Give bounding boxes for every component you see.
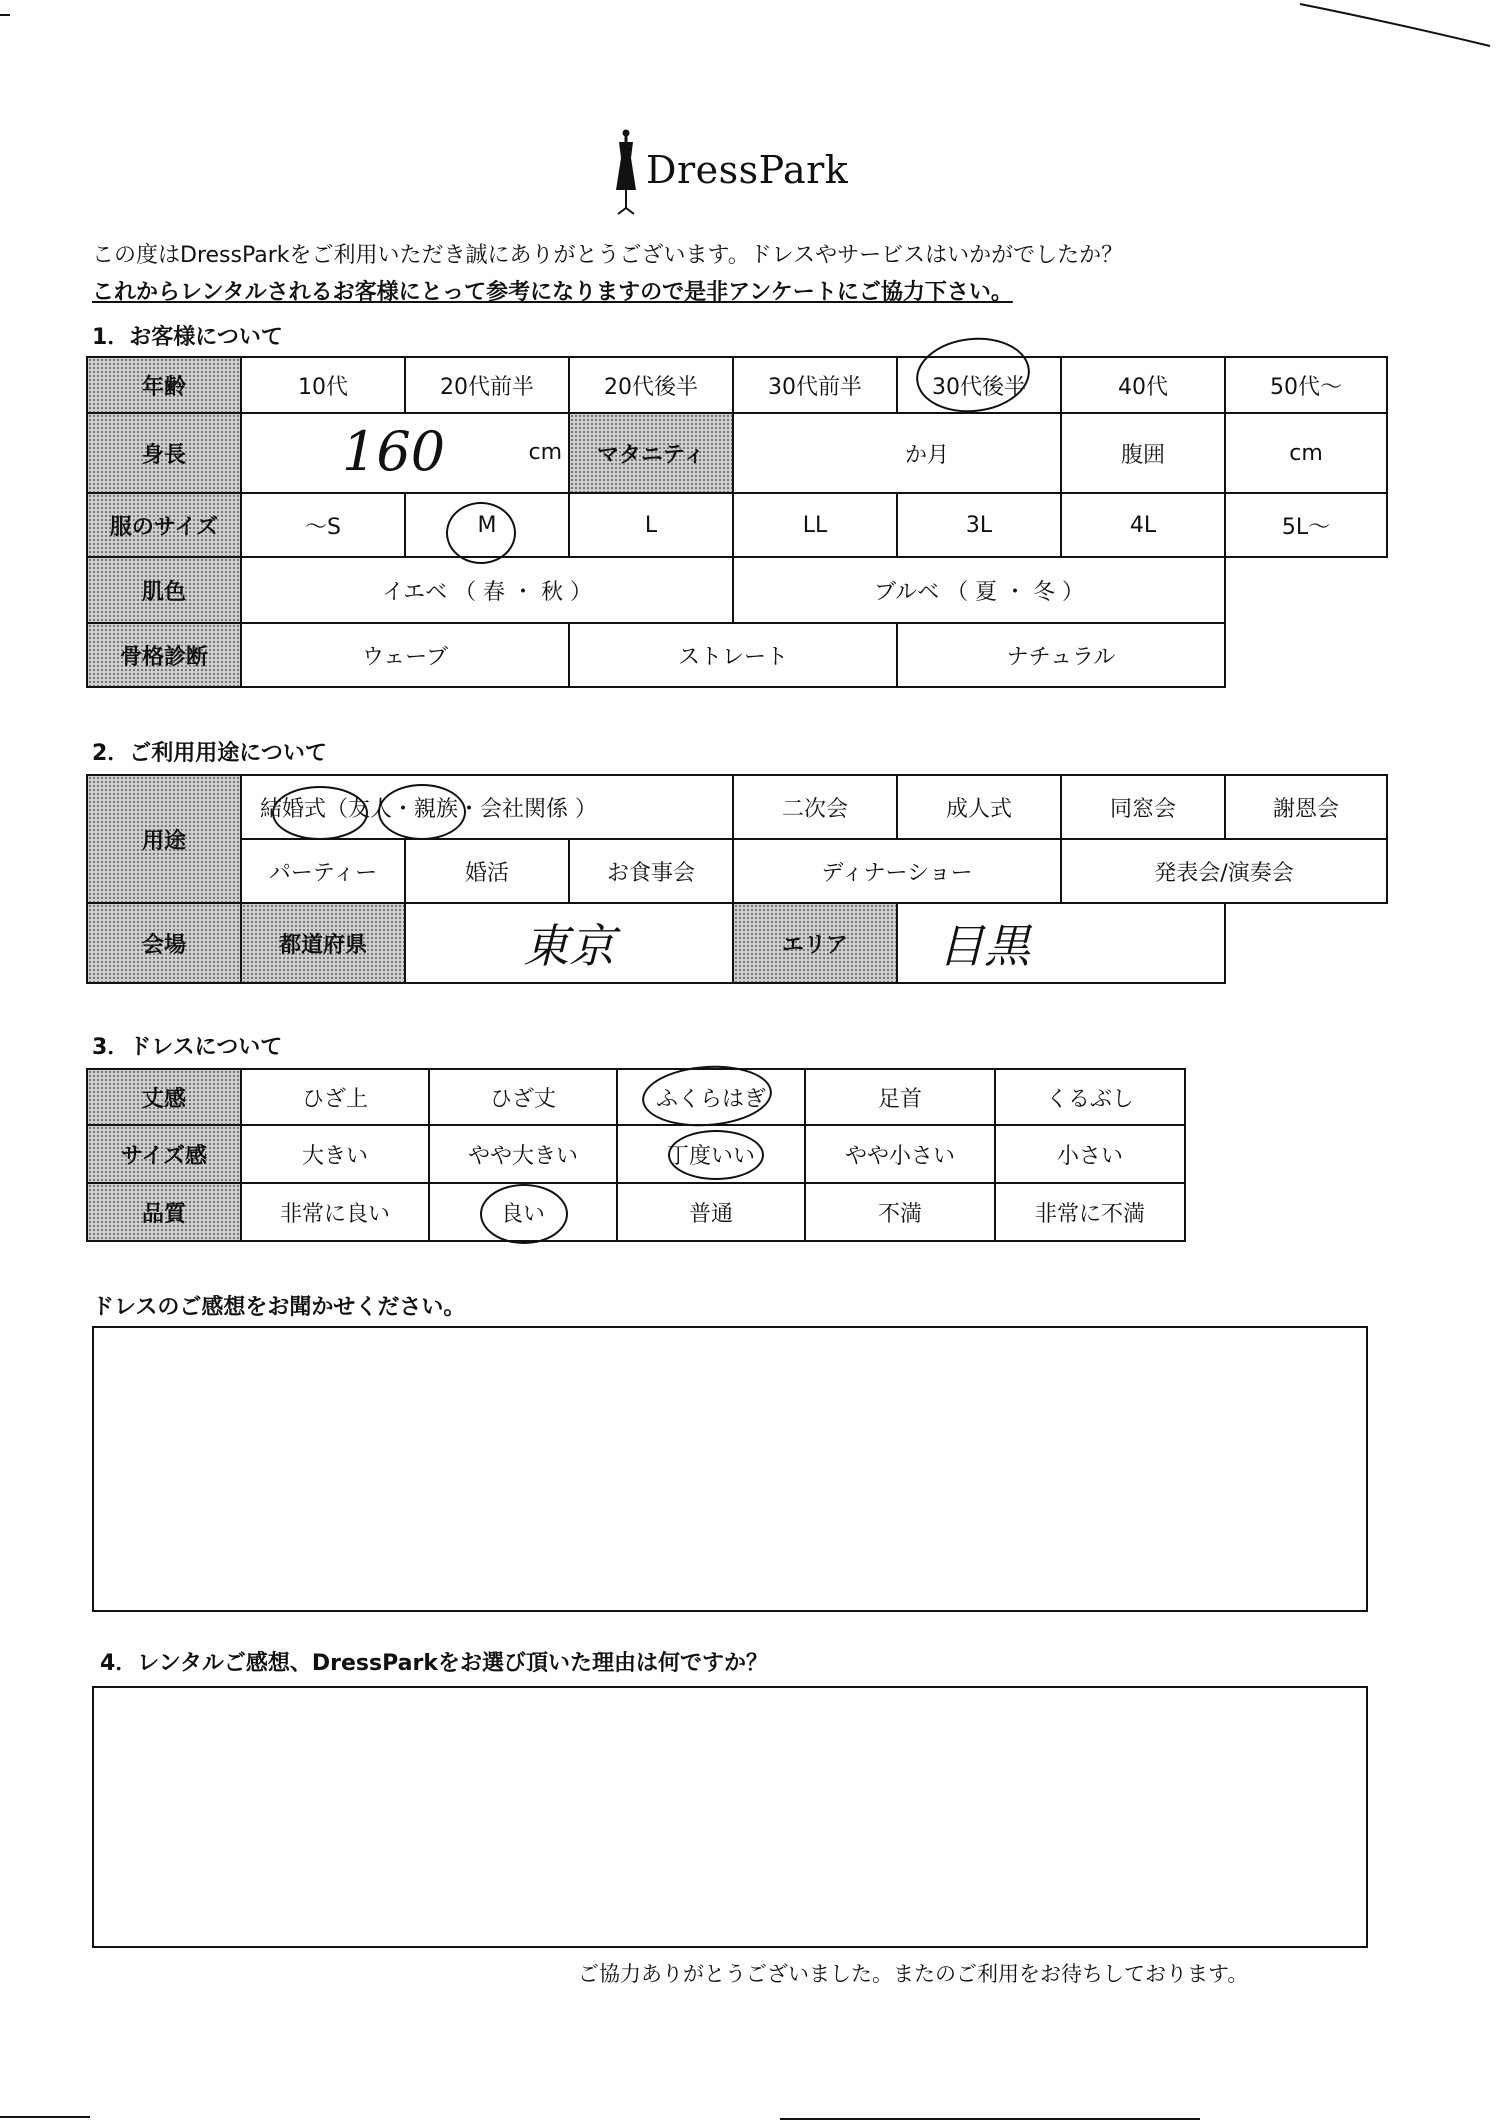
- area-handwritten-value: 目黒: [938, 919, 1030, 973]
- purpose-option[interactable]: 二次会: [733, 775, 897, 839]
- quality-option-selected[interactable]: 良い: [429, 1183, 617, 1241]
- purpose-label: 用途: [87, 775, 241, 903]
- area-field[interactable]: [897, 903, 1225, 983]
- quality-row: [87, 1183, 1185, 1241]
- age-label: 年齢: [87, 357, 241, 413]
- intro-text: この度はDressParkをご利用いただき誠にありがとうございます。ドレスやサービスはいかがでしたか？: [92, 243, 1124, 268]
- maternity-months-field[interactable]: [733, 413, 1061, 493]
- dresspark-logo: [612, 128, 849, 218]
- scan-edge-curve: [1290, 0, 1500, 60]
- size-option[interactable]: ～S: [241, 493, 405, 557]
- logo-text: DressPark: [646, 148, 849, 192]
- scan-mark-bottom: [780, 2118, 1200, 2120]
- length-option-selected[interactable]: ふくらはぎ: [617, 1069, 805, 1125]
- size-option[interactable]: 5L～: [1225, 493, 1387, 557]
- frame-option[interactable]: ナチュラル: [897, 623, 1225, 687]
- quality-label: 品質: [87, 1183, 241, 1241]
- purpose-option[interactable]: 発表会/演奏会: [1061, 839, 1387, 903]
- size-option[interactable]: LL: [733, 493, 897, 557]
- dress-mannequin-icon: [612, 128, 640, 218]
- maternity-label: マタニティ: [569, 413, 733, 493]
- section3-title: 3．ドレスについて: [92, 1035, 283, 1060]
- age-option[interactable]: 40代: [1061, 357, 1225, 413]
- prefecture-field[interactable]: [405, 903, 733, 983]
- skin-label: 肌色: [87, 557, 241, 623]
- frame-option[interactable]: ウェーブ: [241, 623, 569, 687]
- section4-title: 4．レンタルご感想、DressParkをお選び頂いた理由は何ですか？: [100, 1651, 768, 1676]
- length-option[interactable]: ひざ丈: [429, 1069, 617, 1125]
- prefecture-handwritten-value: 東京: [523, 919, 615, 973]
- dress-comment-text: [94, 1328, 1366, 1352]
- section1-title: 1．お客様について: [92, 325, 283, 350]
- venue-row: [87, 903, 1387, 983]
- length-label: 丈感: [87, 1069, 241, 1125]
- frame-option[interactable]: ストレート: [569, 623, 897, 687]
- length-option[interactable]: くるぶし: [995, 1069, 1185, 1125]
- skin-option-blue-base[interactable]: ブルベ （ 夏 ・ 冬 ）: [733, 557, 1225, 623]
- skin-option-yellow-base[interactable]: イエベ （ 春 ・ 秋 ）: [241, 557, 733, 623]
- length-row: [87, 1069, 1185, 1125]
- customer-info-table: [86, 356, 1388, 688]
- age-option[interactable]: 10代: [241, 357, 405, 413]
- rental-reason-text: [94, 1688, 1366, 1712]
- frame-row: [87, 623, 1387, 687]
- dress-comment-prompt: ドレスのご感想をお聞かせください。: [92, 1295, 466, 1320]
- length-option[interactable]: 足首: [805, 1069, 995, 1125]
- size-label: 服のサイズ: [87, 493, 241, 557]
- waist-label: 腹囲: [1061, 413, 1225, 493]
- height-label: 身長: [87, 413, 241, 493]
- size-option[interactable]: 3L: [897, 493, 1061, 557]
- age-option[interactable]: 30代前半: [733, 357, 897, 413]
- height-field[interactable]: [241, 413, 569, 493]
- purpose-option[interactable]: 謝恩会: [1225, 775, 1387, 839]
- age-option[interactable]: 20代後半: [569, 357, 733, 413]
- dress-comment-box[interactable]: [92, 1326, 1368, 1612]
- rental-reason-box[interactable]: [92, 1686, 1368, 1948]
- section2-title: 2．ご利用用途について: [92, 741, 327, 766]
- age-row: [87, 357, 1387, 413]
- selection-circle-quality: [480, 1184, 568, 1244]
- quality-option[interactable]: 非常に不満: [995, 1183, 1185, 1241]
- fit-option[interactable]: 大きい: [241, 1125, 429, 1183]
- purpose-option[interactable]: お食事会: [569, 839, 733, 903]
- prefecture-label: 都道府県: [241, 903, 405, 983]
- area-label: エリア: [733, 903, 897, 983]
- selection-circle-fit: [668, 1130, 764, 1180]
- purpose-option[interactable]: 同窓会: [1061, 775, 1225, 839]
- footer-thanks: ご協力ありがとうございました。またのご利用をお待ちしております。: [578, 1962, 1249, 1986]
- height-row: [87, 413, 1387, 493]
- scan-mark: [0, 14, 10, 16]
- frame-label: 骨格診断: [87, 623, 241, 687]
- purpose-option[interactable]: 成人式: [897, 775, 1061, 839]
- intro-request-text: これからレンタルされるお客様にとって参考になりますので是非アンケートにご協力下さい。: [92, 280, 1013, 305]
- fit-option[interactable]: やや小さい: [805, 1125, 995, 1183]
- purpose-option-wedding[interactable]: 結婚式（友人・親族・会社関係 ）: [241, 775, 733, 839]
- quality-option[interactable]: 不満: [805, 1183, 995, 1241]
- purpose-row-2: [87, 839, 1387, 903]
- empty-cell: [1225, 623, 1387, 687]
- selection-circle-wedding: [272, 786, 368, 840]
- skin-row: [87, 557, 1387, 623]
- purpose-option[interactable]: 婚活: [405, 839, 569, 903]
- dress-table: [86, 1068, 1186, 1242]
- size-row: [87, 493, 1387, 557]
- age-option[interactable]: 20代前半: [405, 357, 569, 413]
- fit-option-selected[interactable]: 丁度いい: [617, 1125, 805, 1183]
- height-unit: cm: [528, 440, 562, 465]
- size-option[interactable]: L: [569, 493, 733, 557]
- length-option[interactable]: ひざ上: [241, 1069, 429, 1125]
- selection-circle-size: [446, 502, 516, 564]
- size-option[interactable]: 4L: [1061, 493, 1225, 557]
- purpose-option[interactable]: パーティー: [241, 839, 405, 903]
- fit-label: サイズ感: [87, 1125, 241, 1183]
- age-option[interactable]: 50代～: [1225, 357, 1387, 413]
- empty-cell: [1225, 557, 1387, 623]
- waist-unit: cm: [1289, 440, 1323, 466]
- months-unit: か月: [904, 442, 949, 468]
- purpose-option[interactable]: ディナーショー: [733, 839, 1061, 903]
- scan-mark-bottom: [0, 2116, 90, 2118]
- venue-label: 会場: [87, 903, 241, 983]
- fit-option[interactable]: 小さい: [995, 1125, 1185, 1183]
- quality-option[interactable]: 普通: [617, 1183, 805, 1241]
- selection-circle-friend: [378, 784, 466, 840]
- empty-cell: [1225, 903, 1387, 983]
- size-option-selected[interactable]: M: [405, 493, 569, 557]
- fit-option[interactable]: やや大きい: [429, 1125, 617, 1183]
- height-handwritten-value: 160: [342, 420, 446, 483]
- quality-option[interactable]: 非常に良い: [241, 1183, 429, 1241]
- fit-row: [87, 1125, 1185, 1183]
- waist-field[interactable]: [1225, 413, 1387, 493]
- age-option-selected[interactable]: 30代後半: [897, 357, 1061, 413]
